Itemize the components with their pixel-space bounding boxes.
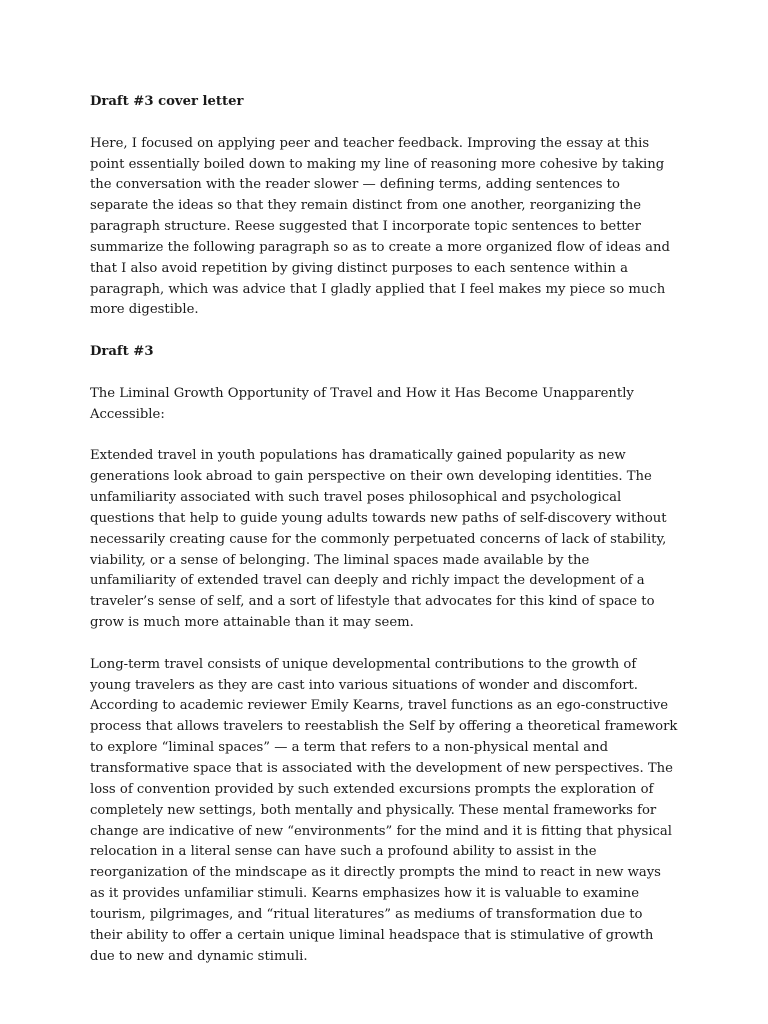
cover-letter-heading: Draft #3 cover letter	[90, 94, 244, 109]
cover-letter-body: Here, I focused on applying peer and teacher feedback. Improving the essay at this point essentially boiled down to making my line of reasoning more cohesive by taking the conversation with the reader slower — defining terms, adding sentences to separate the ideas so that they remain distinct from one another, reorganizing the paragraph structure. Reese suggested that I incorporate topic sentences to better summarize the following paragraph so as to create a more organized flow of ideas and that I also avoid repetition by giving distinct purposes to each sentence within a paragraph, which was advice that I gladly applied that I feel makes my piece so much more digestible.	[90, 135, 670, 318]
draft-heading: Draft #3	[90, 344, 154, 360]
essay-title: The Liminal Growth Opportunity of Travel and How it Has Become Unapparently Accessible:	[90, 385, 634, 422]
essay-paragraph-1: Extended travel in youth populations has dramatically gained popularity as new generations look abroad to gain perspective on their own developing identities. The unfamiliarity associated with such travel poses philosophical and psychological questions that help to guide young adults towards new paths of self-discovery without necessarily creating cause for the commonly perpetuated concerns of lack of stability, viability, or a sense of belonging. The liminal spaces made available by the unfamiliarity of extended travel can deeply and richly impact the development of a traveler’s sense of self, and a sort of lifestyle that advocates for this kind of space to grow is much more attainable than it may seem.	[90, 448, 667, 631]
essay-paragraph-2: Long-term travel consists of unique developmental contributions to the growth of young travelers as they are cast into various situations of wonder and discomfort. According to academic reviewer Emily Kearns, travel functions as an ego-constructive process that allows travelers to reestablish the Self by offering a theoretical framework to explore “liminal spaces” — a term that refers to a non-physical mental and transformative space that is associated with the development of new perspectives. The loss of convention provided by such extended excursions prompts the exploration of completely new settings, both mentally and physically. These mental frameworks for change are indicative of new “environments” for the mind and it is fitting that physical relocation in a literal sense can have such a profound ability to assist in the reorganization of the mindscape as it directly prompts the mind to react in new ways as it provides unfamiliar stimuli. Kearns emphasizes how it is valuable to examine tourism, pilgrimages, and “ritual literatures” as mediums of transformation due to their ability to offer a certain unique liminal headspace that is stimulative of growth due to new and dynamic stimuli.	[90, 656, 678, 964]
